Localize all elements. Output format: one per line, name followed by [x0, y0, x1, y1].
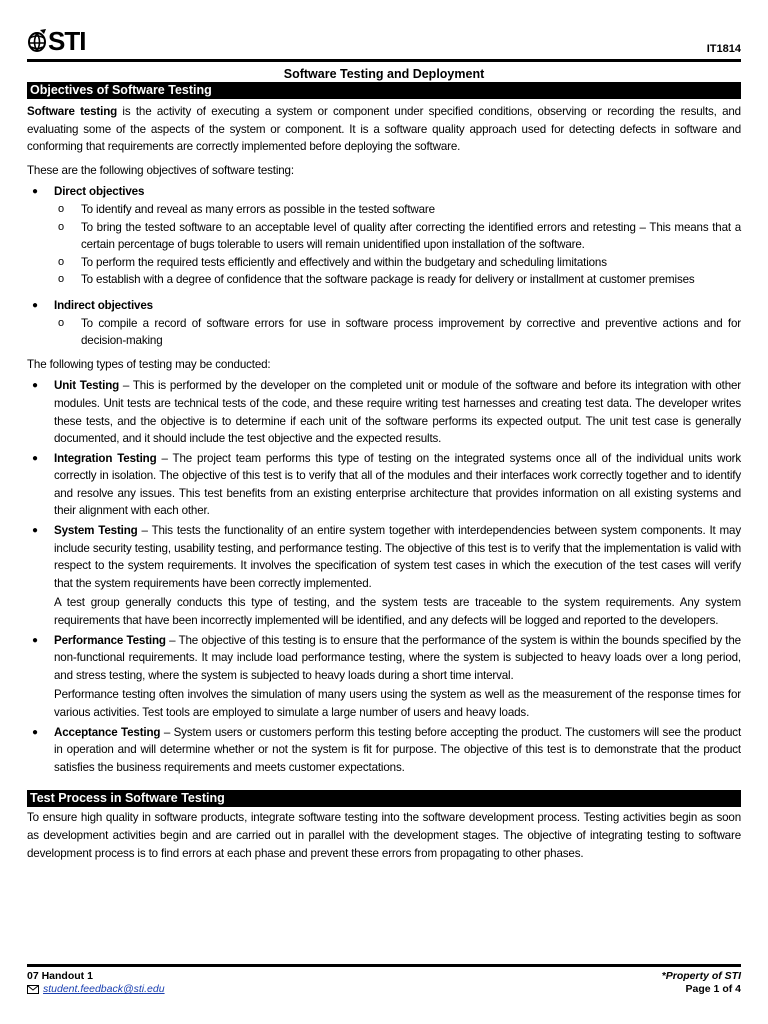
property-label: *Property of STI [661, 970, 741, 982]
list-item [54, 219, 741, 254]
testing-type-name: Integration Testing [54, 451, 157, 465]
footer-row-1 [27, 970, 741, 983]
objectives-list [27, 183, 741, 349]
list-item-text: To perform the required tests efficiently and effectively and within the budgetary and scheduling limitations [81, 255, 607, 269]
sti-logo [27, 26, 85, 56]
bullet-icon: ● [32, 380, 38, 392]
footer-row-2 [27, 983, 741, 996]
section-header-objectives: Objectives of Software Testing [27, 82, 741, 99]
intro-lead: Software testing [27, 105, 118, 118]
bullet-icon: ● [32, 186, 38, 198]
list-item [27, 377, 741, 447]
list-item [27, 522, 741, 630]
email-row [27, 983, 165, 996]
testing-type-text: – System users or customers perform this testing before accepting the product. The customers will see the product in operation and will determine whether or not the system is fit for purpose. The objective of this test is to demonstrate that the product satisfies the business requirements and meets customer expectations. [54, 725, 742, 774]
process-body [27, 807, 741, 862]
document-title: Software Testing and Deployment [283, 67, 485, 81]
intro-paragraph [27, 103, 741, 156]
indirect-objectives-label: Indirect objectives [54, 298, 153, 312]
bullet-icon: ● [32, 525, 38, 537]
list-item [27, 183, 741, 289]
list-item-text: To establish with a degree of confidence that the software package is ready for delivery or installment at customer premises [81, 273, 695, 287]
list-item [54, 254, 741, 272]
list-item [27, 297, 741, 350]
footer-divider [27, 964, 741, 967]
circle-bullet-icon: o [58, 220, 64, 233]
globe-icon [27, 28, 47, 54]
list-item [27, 632, 741, 722]
circle-bullet-icon: o [58, 273, 64, 286]
testing-type-extra: A test group generally conducts this type of testing, and the system tests are traceable to the system requirements. Any system requirements that have been incorrectly implemented will be identified, and any defects will be logged and reported to the developers. [54, 596, 741, 628]
logo-text: STI [48, 26, 86, 56]
testing-type-extra: Performance testing often involves the simulation of many users using the system as well as the measurement of the response times for various activities. Test tools are employed to simulate a large number of users and heavy loads. [54, 688, 741, 719]
course-code: IT1814 [706, 43, 741, 55]
list-item-text: To compile a record of software errors for use in software process improvement by corrective and preventive actions and for decision-making [81, 316, 741, 348]
testing-type-text: – This tests the functionality of an entire system together with interdependencies between system components. It may include security testing, usability testing, and performance testing. The objective of this test is to verify that the implementation is valid with respect to the system requirements. It involves the specification of system test cases in which the execution of the test cases will verify that the system requirements have been correctly implemented. [54, 524, 742, 590]
testing-types-list [27, 377, 741, 776]
testing-type-name: Unit Testing [54, 379, 120, 393]
list-item [54, 201, 741, 219]
circle-bullet-icon: o [58, 316, 64, 329]
types-intro: The following types of testing may be conducted: [27, 357, 271, 371]
list-item [27, 724, 741, 777]
document-page [27, 26, 741, 862]
list-item [54, 315, 741, 350]
circle-bullet-icon: o [58, 255, 64, 268]
header-divider [27, 59, 741, 62]
bullet-icon: ● [32, 299, 38, 311]
direct-objectives-label: Direct objectives [54, 185, 145, 199]
bullet-icon: ● [32, 634, 38, 646]
bullet-icon: ● [32, 726, 38, 738]
handout-label: 07 Handout 1 [27, 970, 93, 982]
envelope-icon [27, 985, 39, 994]
testing-type-text: – The project team performs this type of testing on the integrated systems once all of the individual units work correctly in isolation. The objective of this test is to verify that all of the modules and their interfaces work correctly together and to identify and resolve any issues. This test benefits from an existing enterprise architecture that provides information on all existing systems and their alignment with each other. [54, 451, 741, 518]
list-item [27, 450, 741, 520]
objectives-intro: These are the following objectives of software testing: [27, 163, 294, 177]
page-footer [27, 964, 741, 996]
testing-type-text: – This is performed by the developer on the completed unit or module of the software and before its integration with other modules. Unit tests are technical tests of the code, and these require writing test harnesses and creating test data. The developer writes these tests, and the objective is to determine if each unit of the software performs its expected output. The unit test case is generally documented, and it should include the test objective and the expected results. [54, 379, 741, 446]
testing-type-name: Acceptance Testing [54, 725, 161, 739]
page-number: Page 1 of 4 [685, 983, 741, 995]
list-item [54, 271, 741, 289]
process-paragraph: To ensure high quality in software products, integrate software testing into the software development process. Testing activities begin as soon as development activities begin and are carried out in parallel with the development stages. The objective of integrating testing to software development process is to find errors at each phase and prevent these errors from propagating to other phases. [27, 811, 741, 860]
testing-type-name: System Testing [54, 524, 138, 538]
testing-type-text: – The objective of this testing is to ensure that the performance of the system is within the bounds specified by the non-functional requirements. It may include load performance testing, where the system is subjected to heavy loads over a long period, and stress testing, where the system is subjected to heavy loads during a short time interval. [54, 633, 741, 682]
list-item-text: To bring the tested software to an acceptable level of quality after correcting the identified errors and retesting – This means that a certain percentage of bugs tolerable to users will remain unidentified upon installation of the software. [81, 220, 741, 252]
direct-objectives-list [54, 201, 741, 289]
testing-type-name: Performance Testing [54, 633, 166, 647]
intro-text: is the activity of executing a system or component under specified conditions, observing or recording the results, and evaluating some of the aspects of the system or component. It is a software quality approach used for detecting defects in software and conforming that requirements are correctly implemented before deploying the software. [27, 105, 741, 154]
circle-bullet-icon: o [58, 202, 64, 215]
feedback-email-link[interactable]: student.feedback@sti.edu [43, 983, 165, 995]
indirect-objectives-list [54, 315, 741, 350]
section-header-test-process: Test Process in Software Testing [27, 790, 741, 807]
page-header [27, 26, 741, 60]
bullet-icon: ● [32, 452, 38, 464]
document-body [27, 99, 741, 790]
list-item-text: To identify and reveal as many errors as possible in the tested software [81, 202, 435, 216]
